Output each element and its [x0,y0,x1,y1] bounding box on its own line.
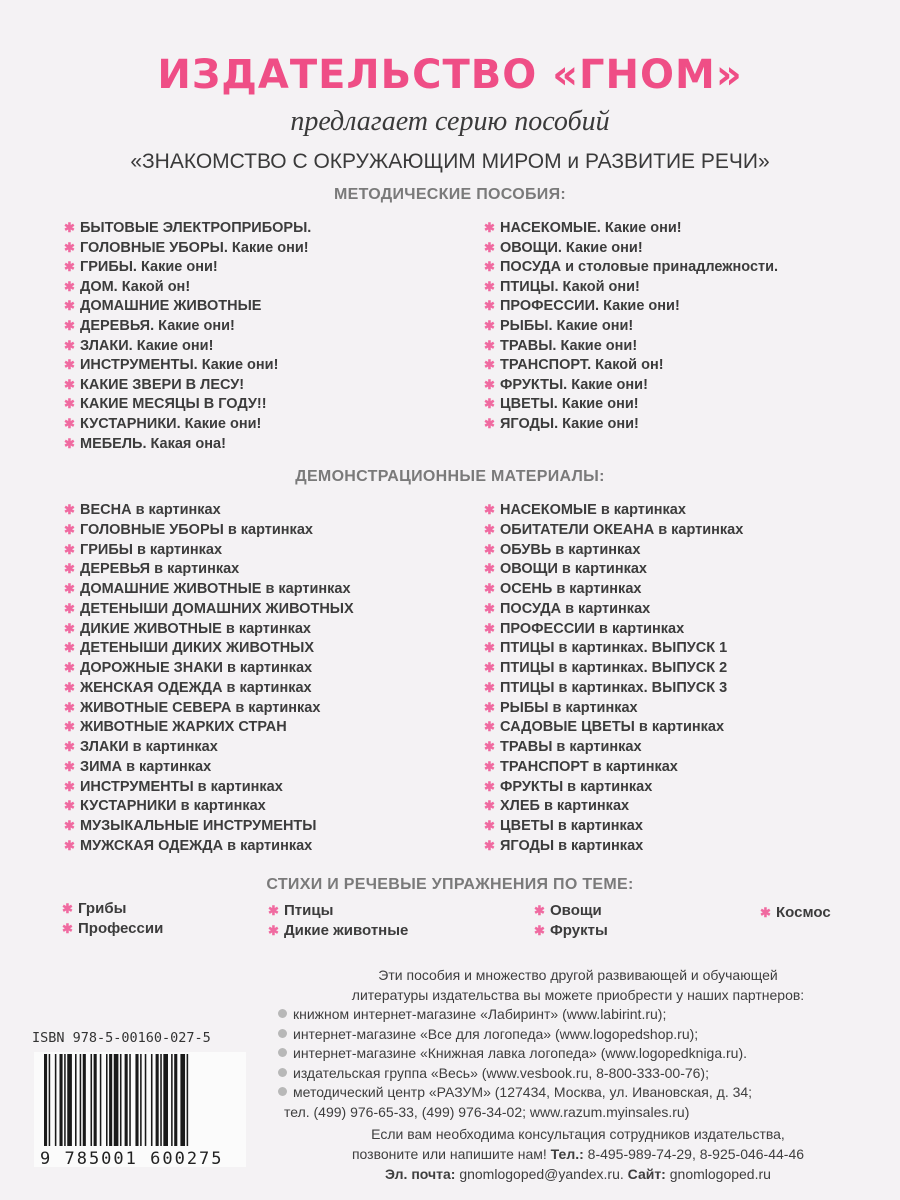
item-subtitle: Какие они! [136,259,218,276]
demo-item [484,698,743,718]
pink-star-icon: ✱ [64,278,75,294]
pink-star-icon: ✱ [64,719,75,735]
demo-item [64,757,354,777]
barcode [34,1052,246,1167]
demo-item [64,698,354,718]
pink-star-icon: ✱ [64,521,75,537]
item-subtitle: Какой он! [117,278,191,295]
methodical-item [484,218,778,238]
methodical-item [484,375,778,395]
item-title: ТРАНСПОРТ. [500,357,592,374]
methodical-item [64,296,311,316]
item-title: ПТИЦЫ [500,660,555,676]
item-subtitle: в картинках [150,561,240,578]
item-title: ОВОЩИ [500,561,558,578]
gray-dot-icon [278,1087,287,1096]
item-title: ЯГОДЫ [500,837,555,854]
methodical-item [64,257,311,277]
item-subtitle: Какие они! [557,396,639,413]
pink-star-icon: ✱ [484,239,495,255]
pink-star-icon: ✱ [484,679,495,695]
item-subtitle: в картинках [223,521,313,538]
pink-star-icon: ✱ [534,903,545,918]
item-subtitle: в картинках [557,561,647,578]
methodical-item [484,316,778,336]
item-title: ЖЕНСКАЯ ОДЕЖДА [80,679,223,696]
item-title: ЖИВОТНЫЕ ЖАРКИХ СТРАН [80,719,287,736]
partners-info [278,966,878,1122]
pink-star-icon: ✱ [484,337,495,353]
item-title: НАСЕКОМЫЕ. [500,220,601,236]
pink-star-icon: ✱ [484,719,495,735]
item-title: ФРУКТЫ. [500,376,568,393]
item-subtitle: в картинках [634,719,725,736]
demo-item [64,619,354,639]
demo-item [484,658,743,678]
item-subtitle: Какие они! [132,337,214,354]
poem-topic [534,922,608,939]
poem-topic [268,922,408,939]
item-subtitle: Какие они! [561,239,643,256]
item-title: ГОЛОВНЫЕ УБОРЫ [80,521,224,538]
item-subtitle: в картинках [131,502,221,518]
item-title: ХЛЕБ [500,798,540,815]
item-subtitle: в картинках [221,620,311,637]
methodical-item [484,238,778,258]
poems-heading: СТИХИ И РЕЧЕВЫЕ УПРАЖНЕНИЯ ПО ТЕМЕ: [266,876,634,893]
demo-item [64,836,354,856]
pink-star-icon: ✱ [484,640,495,656]
item-subtitle: в картинках [551,541,641,558]
isbn-text: ISBN 978-5-00160-027-5 [32,1030,211,1046]
pink-star-icon: ✱ [484,778,495,794]
item-subtitle: в картинках [548,699,638,716]
item-subtitle: в картинках [553,818,643,834]
pink-star-icon: ✱ [484,837,495,853]
pink-star-icon: ✱ [760,905,771,920]
item-subtitle: Какие они! [567,376,648,393]
pink-star-icon: ✱ [64,337,75,353]
item-subtitle: Какие они! [180,415,262,432]
pink-star-icon: ✱ [484,660,495,675]
gray-dot-icon [278,1048,287,1057]
item-subtitle: в картинках [132,541,223,558]
item-subtitle: Какие они! [552,317,634,334]
poem-topic-label: Фрукты [550,922,608,939]
pink-star-icon: ✱ [64,357,75,373]
item-title: ТРАВЫ. [500,337,557,354]
item-subtitle: Какие они! [599,298,680,315]
demo-item [484,599,743,619]
poem-topic [760,904,831,921]
contact-block [278,1124,878,1184]
demo-item [484,796,743,816]
pink-star-icon: ✱ [534,923,545,938]
item-title: ВЕСНА [80,502,132,518]
pink-star-icon: ✱ [64,298,75,314]
demo-item [484,816,743,836]
pink-star-icon: ✱ [64,435,75,451]
pink-star-icon: ✱ [484,600,495,616]
item-subtitle: в картинках [596,502,686,518]
methodical-item [64,375,311,395]
item-title: ЗЛАКИ [80,739,129,755]
partner-item [278,1025,878,1045]
demo-item [64,540,354,560]
partner-item [278,1044,878,1064]
pink-star-icon: ✱ [64,679,75,695]
item-subtitle: в картинках [561,600,651,617]
item-subtitle: в картинках [222,679,312,696]
item-title: ОСЕНЬ [500,581,553,597]
pink-star-icon: ✱ [64,541,75,557]
item-subtitle: в картинках [176,798,266,815]
demo-item [484,737,743,757]
pink-star-icon: ✱ [64,415,75,431]
item-title: МУЗЫКАЛЬНЫЕ ИНСТРУМЕНТЫ [80,818,317,834]
demo-item [64,579,354,599]
demo-list-right [484,500,743,856]
item-subtitle: в картинках [222,660,313,676]
pink-star-icon: ✱ [484,317,495,333]
demo-item [64,520,354,540]
demo-item [484,540,743,560]
item-title: ДЕТЕНЫШИ ДИКИХ ЖИВОТНЫХ [80,640,315,657]
demo-item [64,796,354,816]
item-title: ДОМ. [80,278,118,295]
pink-star-icon: ✱ [268,923,279,938]
poem-topic [62,900,126,917]
item-title: ПТИЦЫ [500,640,555,657]
item-subtitle: в картинках. ВЫПУСК 2 [554,660,728,676]
item-subtitle: Какие они! [556,337,638,354]
contact-prefix: позвоните или напишите нам! [351,1146,551,1162]
item-title: ЗЛАКИ. [80,337,133,354]
info-intro-2: литературы издательства вы можете приобрести у наших партнеров: [351,986,805,1003]
pink-star-icon: ✱ [64,758,75,774]
methodical-item [64,414,311,434]
item-title: САДОВЫЕ ЦВЕТЫ [500,719,635,736]
pink-star-icon: ✱ [64,600,75,616]
item-title: НАСЕКОМЫЕ [500,502,597,518]
methodical-item [484,355,778,375]
barcode-digits: 9 785001 600275 [40,1149,224,1169]
item-subtitle: в картинках [539,798,630,815]
pink-star-icon: ✱ [64,376,75,392]
pink-star-icon: ✱ [64,259,75,275]
demo-item [64,737,354,757]
item-title: ТРАНСПОРТ [500,758,589,775]
pink-star-icon: ✱ [64,620,75,636]
pink-star-icon: ✱ [64,778,75,794]
item-title: РЫБЫ [500,699,549,716]
item-title: ИНСТРУМЕНТЫ [80,778,194,795]
publisher-title: ИЗДАТЕЛЬСТВО «ГНОМ» [157,52,743,98]
site-label: Сайт: [627,1166,666,1182]
demo-item [484,638,743,658]
pink-star-icon: ✱ [484,739,495,754]
item-title: КУСТАРНИКИ [80,798,177,815]
pink-star-icon: ✱ [64,660,75,675]
methodical-item [64,394,311,414]
item-subtitle: Какие они! [227,239,309,256]
pink-star-icon: ✱ [64,220,75,235]
methodical-item [64,434,311,454]
item-subtitle: в картинках [654,521,744,538]
gray-dot-icon [278,1009,287,1018]
demo-item [64,678,354,698]
demo-item [484,717,743,737]
item-title: ДЕТЕНЫШИ ДОМАШНИХ ЖИВОТНЫХ [80,600,354,617]
demo-item [64,658,354,678]
item-title: КУСТАРНИКИ. [80,415,181,432]
demo-item [484,520,743,540]
item-subtitle: в картинках [261,581,351,597]
item-title: ПТИЦЫ [500,679,555,696]
item-subtitle: и столовые принадлежности. [561,259,779,276]
offer-subtitle: предлагает серию пособий [290,106,610,137]
item-title: ДОРОЖНЫЕ ЗНАКИ [80,660,223,676]
item-title: ГРИБЫ [80,541,133,558]
item-title: ПОСУДА [500,259,562,276]
item-title: ФРУКТЫ [500,778,564,795]
site-value: gnomlogoped.ru [665,1166,771,1182]
pink-star-icon: ✱ [484,357,495,373]
pink-star-icon: ✱ [484,376,495,392]
methodical-item [484,257,778,277]
methodical-item [64,277,311,297]
pink-star-icon: ✱ [64,317,75,333]
pink-star-icon: ✱ [62,901,73,916]
pink-star-icon: ✱ [484,758,495,774]
item-subtitle: в картинках [122,758,212,775]
barcode-bars-icon [44,1054,234,1150]
pink-star-icon: ✱ [64,561,75,577]
item-subtitle: в картинках [223,837,313,854]
pink-star-icon: ✱ [484,502,495,517]
pink-star-icon: ✱ [268,903,279,918]
item-title: ОБИТАТЕЛИ ОКЕАНА [500,521,655,538]
item-title: ПОСУДА [500,600,562,617]
item-subtitle: Какой они! [558,278,640,295]
demo-item [484,836,743,856]
item-title: ЖИВОТНЫЕ СЕВЕРА [80,699,232,716]
item-title: ЦВЕТЫ [500,818,554,834]
poem-topic-label: Профессии [78,920,164,937]
email-label: Эл. почта: [385,1166,456,1182]
pink-star-icon: ✱ [64,739,75,754]
item-subtitle: в картинках [552,581,642,597]
demo-item [484,777,743,797]
item-title: ДОМАШНИЕ ЖИВОТНЫЕ [80,298,262,315]
item-title: ИНСТРУМЕНТЫ. [80,357,198,374]
poem-topic-label: Дикие животные [284,922,409,939]
demo-item [484,500,743,520]
demo-item [484,579,743,599]
pink-star-icon: ✱ [484,620,495,636]
pink-star-icon: ✱ [484,699,495,715]
methodical-item [64,355,311,375]
methodical-item [64,238,311,258]
pink-star-icon: ✱ [64,818,75,833]
pink-star-icon: ✱ [64,640,75,656]
methodical-heading: МЕТОДИЧЕСКИЕ ПОСОБИЯ: [333,186,567,203]
partner-text: книжном интернет-магазине «Лабиринт» (www.labirint.ru); [293,1006,667,1022]
item-subtitle: Какие они! [558,415,639,432]
item-subtitle: Какие они! [600,220,682,236]
item-subtitle: в картинках [595,620,685,637]
methodical-list-left [64,218,311,453]
item-title: ТРАВЫ [500,739,553,755]
pink-star-icon: ✱ [484,541,495,557]
item-title: ЦВЕТЫ. [500,396,558,413]
pink-star-icon: ✱ [64,699,75,715]
item-title: ДОМАШНИЕ ЖИВОТНЫЕ [80,581,262,597]
item-title: МЕБЕЛЬ. [80,435,147,452]
poem-topic-label: Космос [776,904,831,921]
item-subtitle: Какой он! [591,357,664,374]
poem-topic [268,902,333,919]
pink-star-icon: ✱ [484,278,495,294]
item-title: ГРИБЫ. [80,259,137,276]
demo-list-left [64,500,354,856]
contact-line-3 [278,1164,878,1184]
partner-tail: тел. (499) 976-65-33, (499) 976-34-02; www.razum.myinsales.ru) [284,1103,690,1120]
demo-item [484,678,743,698]
methodical-item [64,336,311,356]
contact-line-1: Если вам необходима консультация сотрудников издательства, [371,1126,785,1142]
partner-text: методический центр «РАЗУМ» (127434, Москва, ул. Ивановская, д. 34; [293,1084,753,1100]
poem-topic [534,902,602,919]
item-title: ГОЛОВНЫЕ УБОРЫ. [80,239,228,256]
partner-item [278,1083,878,1103]
series-title: «ЗНАКОМСТВО С ОКРУЖАЮЩИМ МИРОМ и РАЗВИТИЕ РЕЧИ» [130,150,770,173]
pink-star-icon: ✱ [62,921,73,936]
item-subtitle: Какая она! [146,435,226,452]
tel-value: 8-495-989-74-29, 8-925-046-44-46 [583,1146,805,1162]
pink-star-icon: ✱ [64,798,75,814]
tel-label: Тел.: [550,1146,584,1162]
pink-star-icon: ✱ [484,298,495,314]
item-subtitle: в картинках [193,778,283,795]
pink-star-icon: ✱ [484,561,495,577]
item-title: ОБУВЬ [500,541,552,558]
poem-topic-label: Овощи [550,902,602,919]
item-title: ДЕРЕВЬЯ [80,561,151,578]
demo-item [484,757,743,777]
pink-star-icon: ✱ [64,502,75,517]
pink-star-icon: ✱ [484,259,495,275]
partner-text: издательская группа «Весь» (www.vesbook.ru, 8-800-333-00-76); [293,1064,709,1081]
demo-item [64,500,354,520]
demo-item [64,816,354,836]
partner-list [278,1005,878,1103]
item-title: КАКИЕ МЕСЯЦЫ В ГОДУ!! [80,396,267,413]
pink-star-icon: ✱ [484,396,495,412]
demo-item [64,638,354,658]
methodical-item [64,218,311,238]
item-subtitle: в картинках. ВЫПУСК 3 [554,679,728,696]
demo-item [64,777,354,797]
methodical-item [484,336,778,356]
demo-item [64,559,354,579]
item-title: МУЖСКАЯ ОДЕЖДА [80,837,224,854]
methodical-item [484,414,778,434]
demo-item [64,717,354,737]
poem-topic-label: Птицы [284,902,334,919]
item-subtitle: в картинках [563,778,653,795]
pink-star-icon: ✱ [484,220,495,235]
pink-star-icon: ✱ [484,798,495,814]
item-title: БЫТОВЫЕ ЭЛЕКТРОПРИБОРЫ. [80,220,312,236]
item-title: ЗИМА [80,758,123,775]
pink-star-icon: ✱ [64,239,75,255]
gray-dot-icon [278,1029,287,1038]
item-title: ПРОФЕССИИ. [500,298,600,315]
pink-star-icon: ✱ [484,521,495,537]
methodical-item [484,296,778,316]
email-value: gnomlogoped@yandex.ru. [455,1166,628,1182]
item-subtitle: в картинках [588,758,678,775]
item-title: ДИКИЕ ЖИВОТНЫЕ [80,620,222,637]
item-title: РЫБЫ. [500,317,553,334]
gray-dot-icon [278,1068,287,1077]
demo-item [484,619,743,639]
contact-line-2 [278,1144,878,1164]
item-title: КАКИЕ ЗВЕРИ В ЛЕСУ! [80,376,245,393]
item-title: ОВОЩИ. [500,239,562,256]
poem-topic-label: Грибы [78,900,127,917]
methodical-item [484,394,778,414]
item-subtitle: в картинках [128,739,218,755]
item-title: ДЕРЕВЬЯ. [80,317,155,334]
pink-star-icon: ✱ [64,837,75,853]
methodical-list-right [484,218,778,434]
partner-item [278,1005,878,1025]
demo-item [64,599,354,619]
item-title: ПТИЦЫ. [500,278,559,295]
item-subtitle: Какие они! [197,357,279,374]
item-subtitle: Какие они! [154,317,235,334]
demo-heading: ДЕМОНСТРАЦИОННЫЕ МАТЕРИАЛЫ: [295,468,605,485]
info-intro-1: Эти пособия и множество другой развивающей и обучающей [378,967,778,983]
methodical-item [64,316,311,336]
partner-item [278,1064,878,1084]
item-subtitle: в картинках [231,699,321,716]
item-subtitle: в картинках. ВЫПУСК 1 [554,640,728,657]
pink-star-icon: ✱ [484,818,495,833]
item-subtitle: в картинках [552,739,642,755]
item-subtitle: в картинках [554,837,644,854]
pink-star-icon: ✱ [484,415,495,431]
pink-star-icon: ✱ [64,581,75,596]
demo-item [484,559,743,579]
poem-topic [62,920,163,937]
partner-text: интернет-магазине «Книжная лавка логопеда» (www.logopedkniga.ru). [293,1045,748,1061]
pink-star-icon: ✱ [64,396,75,412]
partner-text: интернет-магазине «Все для логопеда» (www.logopedshop.ru); [293,1025,699,1042]
pink-star-icon: ✱ [484,581,495,596]
item-title: ПРОФЕССИИ [500,620,596,637]
item-title: ЯГОДЫ. [500,415,559,432]
methodical-item [484,277,778,297]
